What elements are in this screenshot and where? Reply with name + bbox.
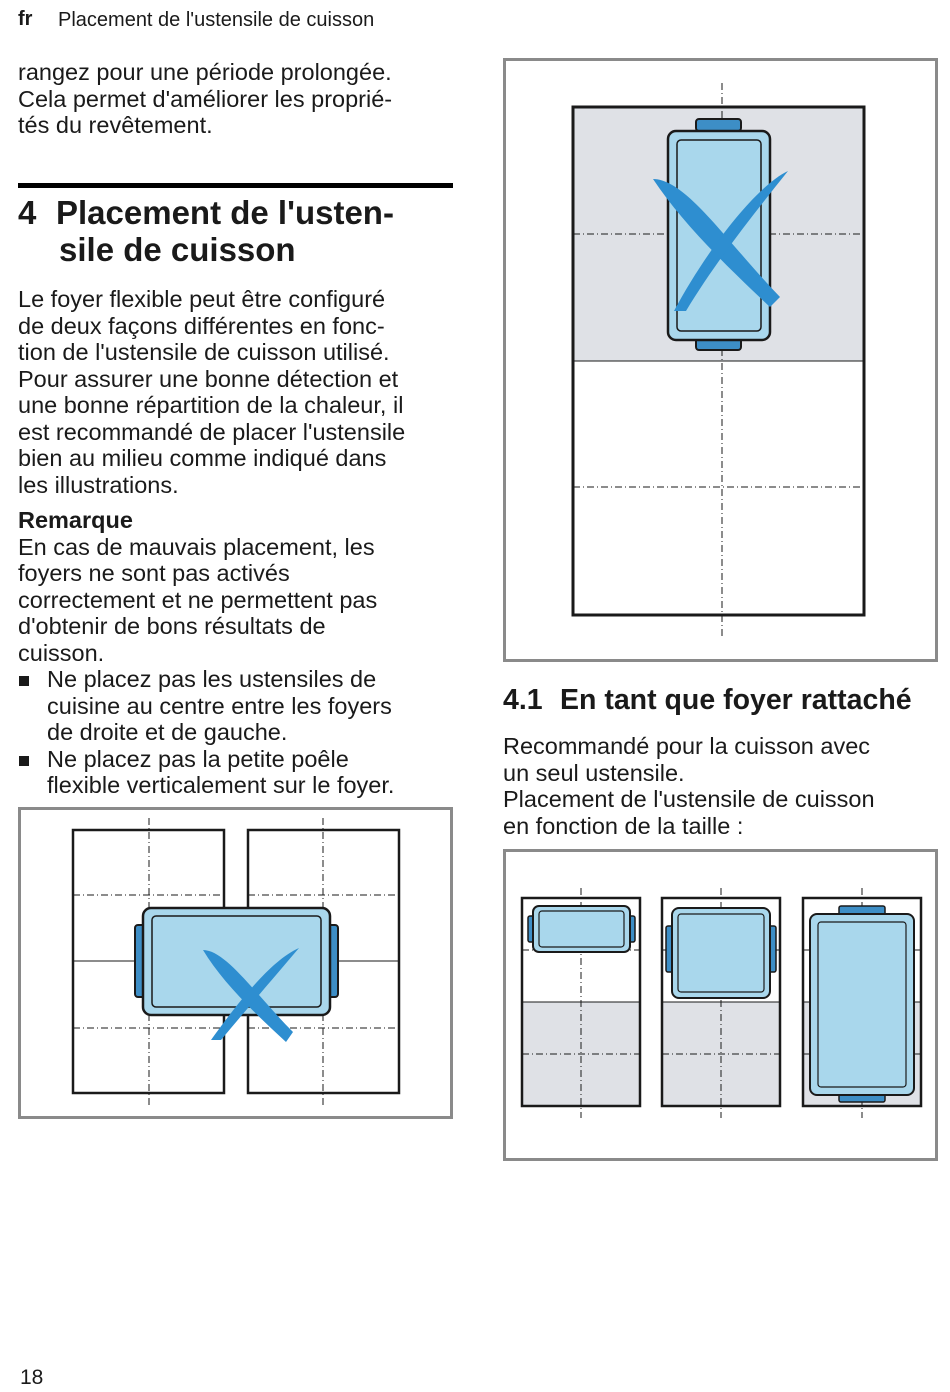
- subsection-heading: [503, 684, 912, 717]
- intro-line: rangez pour une période prolongée.: [18, 59, 392, 85]
- figure-pan-sizes-illustration: [506, 852, 935, 1158]
- list-item-line: de droite et de gauche.: [47, 719, 288, 745]
- paragraph-line: les illustrations.: [18, 471, 179, 498]
- header-title: Placement de l'ustensile de cuisson: [58, 9, 375, 31]
- paragraph-line: Le foyer flexible peut être configuré: [18, 286, 386, 312]
- list-item-line: Ne placez pas les ustensiles de: [47, 666, 377, 692]
- figure-pan-sizes: [503, 849, 938, 1161]
- section-paragraph: [18, 286, 458, 498]
- pan-small-icon: [528, 906, 635, 952]
- note-line: correctement et ne permettent pas: [18, 586, 378, 613]
- note-block: [18, 507, 458, 799]
- note-line: d'obtenir de bons résultats de: [18, 613, 326, 639]
- list-item: [18, 746, 458, 799]
- bullet-square-icon: [19, 756, 29, 766]
- note-label: Remarque: [18, 507, 133, 533]
- paragraph-line: Pour assurer une bonne détection et: [18, 365, 399, 392]
- figure-wrong-vertical: [503, 58, 938, 662]
- header-language: fr: [18, 8, 33, 30]
- note-line: foyers ne sont pas activés: [18, 560, 290, 586]
- pan-large-icon: [810, 906, 914, 1102]
- subsection-line: Recommandé pour la cuisson avec: [503, 733, 871, 759]
- section-title-line2: sile de cuisson: [59, 231, 296, 268]
- pan-square-icon: [666, 908, 776, 998]
- section-number: 4: [18, 194, 37, 231]
- note-line: En cas de mauvais placement, les: [18, 533, 375, 560]
- paragraph-line: une bonne répartition de la chaleur, il: [18, 392, 404, 418]
- intro-line: Cela permet d'améliorer les proprié-: [18, 85, 393, 112]
- subsection-line: Placement de l'ustensile de cuisson: [503, 786, 875, 812]
- list-item-line: cuisine au centre entre les foyers: [47, 692, 392, 719]
- paragraph-line: de deux façons différentes en fonc-: [18, 312, 385, 339]
- subsection-text: [503, 733, 943, 839]
- section-title-line1: Placement de l'usten-: [56, 194, 394, 231]
- figure-wrong-between-zones: [18, 807, 453, 1119]
- subsection-line: un seul ustensile.: [503, 759, 685, 786]
- hob-zone-medium: [662, 888, 780, 1118]
- list-item-line: Ne placez pas la petite poêle: [47, 745, 349, 772]
- intro-line: tés du revêtement.: [18, 112, 213, 138]
- figure-wrong-between-zones-illustration: [21, 810, 450, 1116]
- figure-wrong-vertical-illustration: [506, 61, 935, 659]
- subsection-line: en fonction de la taille :: [503, 812, 744, 839]
- list-item: [18, 666, 458, 746]
- paragraph-line: tion de l'ustensile de cuisson utilisé.: [18, 339, 390, 365]
- subsection-number: 4.1: [503, 684, 543, 716]
- subsection-title: En tant que foyer rattaché: [560, 684, 912, 716]
- pan-rect-icon: [135, 908, 338, 1015]
- note-line: cuisson.: [18, 639, 105, 666]
- section-rule: [18, 183, 453, 188]
- bullet-square-icon: [19, 676, 29, 686]
- warning-list: [18, 666, 458, 799]
- section-heading: [18, 194, 458, 270]
- intro-text: [18, 59, 458, 139]
- list-item-line: flexible verticalement sur le foyer.: [47, 772, 395, 798]
- hob-zone-small: [522, 888, 640, 1118]
- paragraph-line: est recommandé de placer l'ustensile: [18, 418, 406, 445]
- page-number: 18: [20, 1366, 44, 1389]
- paragraph-line: bien au milieu comme indiqué dans: [18, 445, 387, 471]
- hob-zone-large: [803, 888, 921, 1118]
